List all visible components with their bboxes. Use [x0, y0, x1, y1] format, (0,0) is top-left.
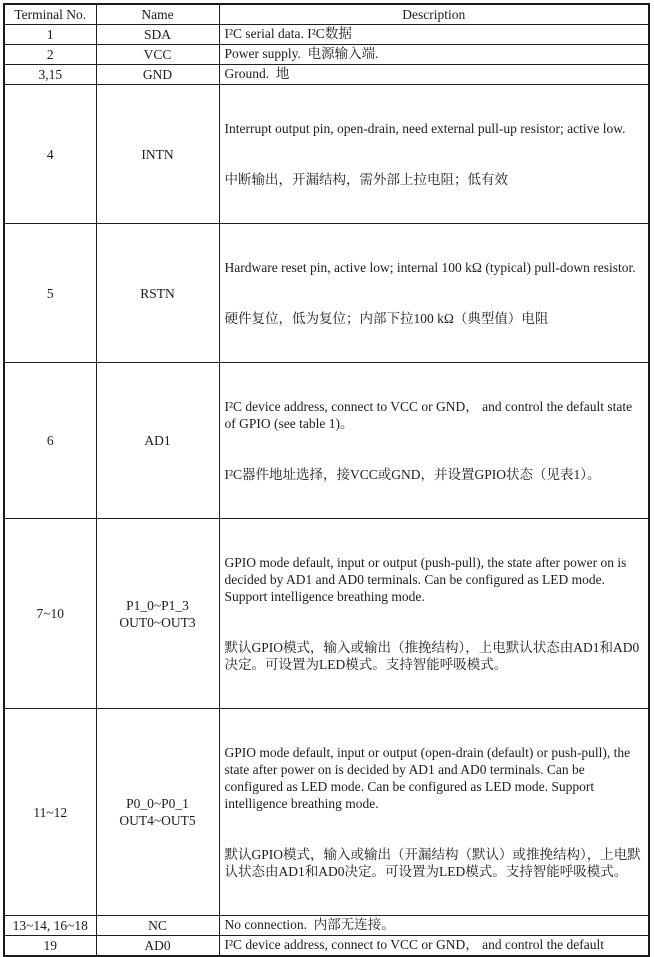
name-line: NC: [148, 918, 167, 933]
name-cell: [96, 65, 219, 85]
table-row: [4, 45, 649, 65]
name-cell: [96, 25, 219, 45]
description-english: GPIO mode default, input or output (push-pull), the state after power on is decided by AD1 and AD0 terminals. Can be configured as LED mode. Support intelligence breathing mode.: [224, 555, 630, 604]
description-cell: [219, 45, 649, 65]
description-chinese: 默认GPIO模式，输入或输出（推挽结构），上电默认状态由AD1和AD0决定。可设置为LED模式。支持智能呼吸模式。: [224, 640, 640, 672]
terminal-no-cell: 13~14, 16~18: [4, 916, 96, 936]
description-cell: [219, 936, 649, 957]
name-line: SDA: [143, 27, 171, 42]
description-english: I²C device address, connect to VCC or GND， and control the default state of GPIO (see table 1)。: [224, 399, 636, 431]
name-line: OUT4~OUT5: [119, 813, 196, 828]
terminal-no-cell: 7~10: [4, 519, 96, 709]
description-english: Hardware reset pin, active low; internal 100 kΩ (typical) pull-down resistor.: [224, 260, 636, 275]
table-row: [4, 85, 649, 224]
description-english: No connection. 内部无连接。: [224, 917, 395, 932]
table-row: [4, 936, 649, 957]
terminal-no-cell: 4: [4, 85, 96, 224]
description-english: I²C device address, connect to VCC or GND， and control the default: [224, 937, 604, 952]
terminal-no-cell: 2: [4, 45, 96, 65]
name-cell: [96, 224, 219, 363]
description-english: Interrupt output pin, open-drain, need external pull-up resistor; active low.: [224, 121, 626, 136]
terminal-no-cell: 6: [4, 363, 96, 519]
name-line: RSTN: [140, 285, 175, 301]
column-header-description: Description: [219, 4, 649, 25]
name-line: GND: [142, 67, 173, 82]
table-row: [4, 916, 649, 936]
description-cell: [219, 65, 649, 85]
name-line: OUT0~OUT3: [119, 614, 196, 630]
description-english: Power supply. 电源输入端.: [224, 46, 379, 61]
description-chinese: 默认GPIO模式，输入或输出（开漏结构（默认）或推挽结构），上电默认状态由AD1和AD0决定。可设置为LED模式。支持智能呼吸模式。: [224, 847, 641, 879]
name-cell: [96, 363, 219, 519]
terminal-no-cell: 1: [4, 25, 96, 45]
name-line: P1_0~P1_3: [126, 597, 189, 613]
column-header-terminal-no: Terminal No.: [4, 4, 96, 25]
description-chinese: I²C器件地址选择，接VCC或GND，并设置GPIO状态（见表1）。: [224, 467, 601, 482]
name-cell: [96, 85, 219, 224]
name-line: P0_0~P0_1: [126, 796, 189, 811]
terminal-no-cell: 11~12: [4, 709, 96, 916]
name-line: AD0: [144, 938, 171, 953]
terminal-no-cell: 5: [4, 224, 96, 363]
name-line: INTN: [141, 146, 174, 162]
name-line: AD1: [144, 433, 171, 448]
description-english: Ground. 地: [224, 66, 290, 81]
name-cell: [96, 45, 219, 65]
table-row: [4, 25, 649, 45]
name-cell: [96, 936, 219, 957]
description-cell: [219, 916, 649, 936]
terminal-no-cell: 3,15: [4, 65, 96, 85]
description-cell: [219, 85, 649, 224]
description-chinese: 中断输出，开漏结构，需外部上拉电阻；低有效: [224, 172, 508, 187]
description-cell: [219, 224, 649, 363]
name-cell: [96, 519, 219, 709]
description-cell: [219, 25, 649, 45]
name-line: VCC: [143, 47, 172, 62]
column-header-name: Name: [96, 4, 219, 25]
terminal-description-table: [3, 3, 650, 957]
name-cell: [96, 709, 219, 916]
table-row: [4, 709, 649, 916]
description-english: GPIO mode default, input or output (open-drain (default) or push-pull), the state after power on is decided by AD1 and AD0 terminals. Can be configured as LED mode. Can be configured as LED mode. Support intelligence breathing mode.: [224, 745, 634, 811]
name-cell: [96, 916, 219, 936]
description-cell: [219, 363, 649, 519]
table-row: [4, 519, 649, 709]
table-row: [4, 65, 649, 85]
description-chinese: 硬件复位，低为复位；内部下拉100 kΩ（典型值）电阻: [224, 311, 549, 326]
table-header-row: [4, 4, 649, 25]
description-english: I²C serial data. I²C数据: [224, 26, 352, 41]
table-row: [4, 224, 649, 363]
terminal-no-cell: 19: [4, 936, 96, 957]
description-cell: [219, 709, 649, 916]
table-row: [4, 363, 649, 519]
description-cell: [219, 519, 649, 709]
